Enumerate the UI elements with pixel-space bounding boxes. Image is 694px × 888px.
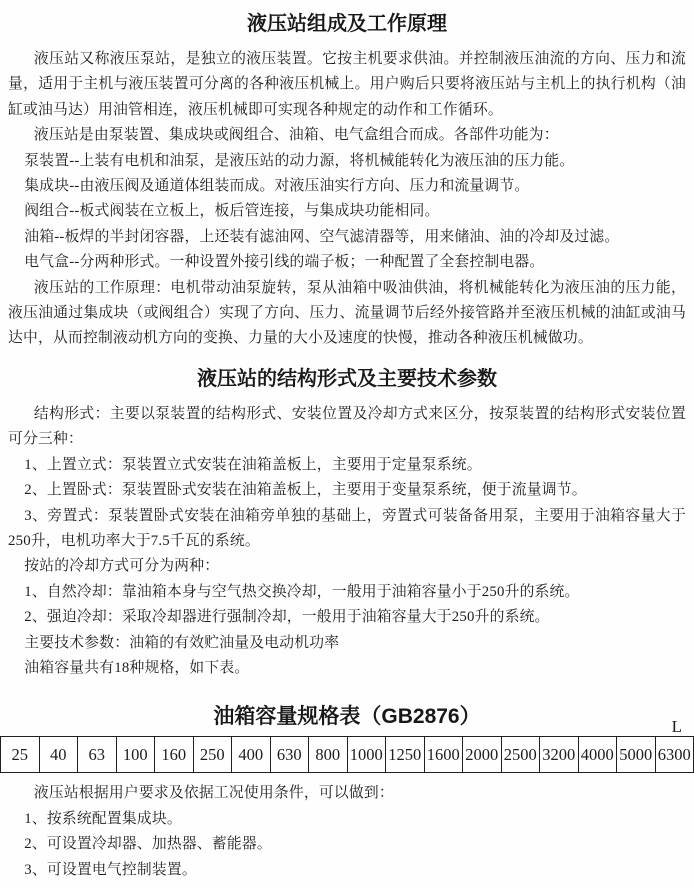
customization-item-2: 2、可设置冷却器、加热器、蓄能器。 [24,836,272,853]
capacity-cell: 1600 [424,737,463,773]
page-title: 液压站组成及工作原理 [247,13,447,35]
component-line-manifold: 集成块--由液压阀及通道体组装而成。对液压油实行方向、压力和流量调节。 [24,178,530,195]
mount-type-item-1: 1、上置立式：泵装置立式安装在油箱盖板上，主要用于定量泵系统。 [24,456,482,473]
paragraph-working-principle: 液压站的工作原理：电机带动油泵旋转，泵从油箱中吸油供油，将机械能转化为液压油的压力能，液压油通过集成块（或阀组合）实现了方向、压力、流量调节后经外接管路并至液压机械的油缸或油马达中，从而控制液动机方向的变换、力量的大小及速度的快慢，推动各种液压机械做功。 [8,279,686,347]
section-structure [0,366,694,681]
capacity-cell: 2000 [463,737,502,773]
capacity-cell: 800 [309,737,348,773]
component-line-electric-box: 电气盒--分两种形式。一种设置外接引线的端子板；一种配置了全套控制电器。 [24,254,545,271]
section-composition [0,11,694,352]
capacity-cell: 4000 [578,737,617,773]
component-line-tank: 油箱--板焊的半封闭容器，上还装有滤油网、空气滤清器等，用来储油、油的冷却及过滤。 [24,228,620,245]
capacity-cell: 6300 [655,737,694,773]
section2-title: 液压站的结构形式及主要技术参数 [197,367,497,390]
capacity-cell: 160 [155,737,194,773]
capacity-table-title: 油箱容量规格表（GB2876） [213,705,481,729]
capacity-table [0,736,694,773]
capacity-table-header [0,701,694,737]
capacity-cell: 630 [270,737,309,773]
capacity-cell: 2500 [501,737,540,773]
capacity-cell: 25 [1,737,40,773]
paragraph-specs: 油箱容量共有18种规格，如下表。 [24,659,250,676]
capacity-cell: 40 [39,737,78,773]
capacity-cell: 63 [78,737,117,773]
capacity-cell: 400 [232,737,271,773]
customization-item-1: 1、按系统配置集成块。 [24,810,182,827]
paragraph-customization-intro: 液压站根据用户要求及依据工况使用条件，可以做到： [33,785,394,802]
capacity-cell: 100 [116,737,155,773]
mount-type-item-3: 3、旁置式：泵装置卧式安装在油箱旁单独的基础上，旁置式可装备备用泵，主要用于油箱容量大于250升，电机功率大于7.5千瓦的系统。 [8,507,686,549]
paragraph-composition: 液压站是由泵装置、集成块或阀组合、油箱、电气盒组合而成。各部件功能为： [33,127,559,144]
cooling-type-item-1: 1、自然冷却：靠油箱本身与空气热交换冷却，一般用于油箱容量小于250升的系统。 [24,583,580,600]
capacity-cell: 250 [193,737,232,773]
paragraph-intro: 液压站又称液压泵站，是独立的液压装置。它按主机要求供油。并控制液压油流的方向、压力和流量，适用于主机与液压装置可分离的各种液压机械上。用户购后只要将液压站与主机上的执行机构（油缸或油马达）用油管相连，液压机械即可实现各种规定的动作和工作循环。 [8,51,686,118]
paragraph-parameters: 主要技术参数：油箱的有效贮油量及电动机功率 [24,634,340,651]
section-customization [0,781,694,883]
capacity-cell: 5000 [617,737,656,773]
mount-type-item-2: 2、上置卧式：泵装置卧式安装在油箱盖板上，主要用于变量泵系统，便于流量调节。 [24,482,587,499]
table-row [1,737,694,773]
cooling-type-item-2: 2、强迫冷却：采取冷却器进行强制冷却，一般用于油箱容量大于250升的系统。 [24,609,550,626]
customization-item-3: 3、可设置电气控制装置。 [24,861,197,878]
component-line-valve: 阀组合--板式阀装在立板上，板后管连接，与集成块功能相同。 [24,203,440,220]
paragraph-cooling: 按站的冷却方式可分为两种： [24,558,220,575]
paragraph-structure: 结构形式：主要以泵装置的结构形式、安装位置及冷却方式来区分，按泵装置的结构形式安装位置可分三种： [8,405,686,448]
capacity-cell: 1250 [386,737,425,773]
component-line-pump: 泵装置--上装有电机和油泵，是液压站的动力源，将机械能转化为液压油的压力能。 [24,152,575,169]
capacity-cell: 3200 [540,737,579,773]
unit-label: L [671,717,682,737]
capacity-cell: 1000 [347,737,386,773]
